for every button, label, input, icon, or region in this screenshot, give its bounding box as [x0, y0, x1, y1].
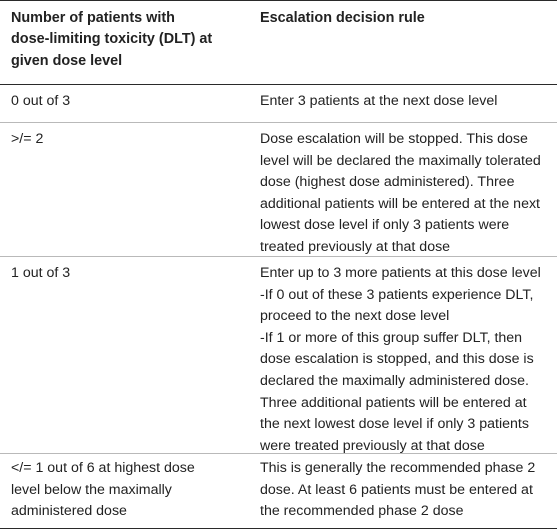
- row-4-count: </= 1 out of 6 at highest dose level below the maximally administered dose: [11, 460, 195, 520]
- row-1-rule: Enter 3 patients at the next dose level: [260, 93, 498, 109]
- table-top-border: [0, 0, 557, 1]
- row-divider: [0, 453, 557, 454]
- row-1-count: 0 out of 3: [11, 93, 71, 109]
- row-divider: [0, 122, 557, 123]
- row-3-rule: Enter up to 3 more patients at this dose level -If 0 out of these 3 patients experience DLT, proceed to the next dose level -If 1 or more of this group suffer DLT, then dose escalation is stopped, and this dose is declared the maximally administered dose. Three additional patients will be entered at the next lowest dose level if only 3 patients were treated previously at that dose: [260, 265, 541, 454]
- table-bottom-border: [0, 528, 557, 529]
- row-divider: [0, 256, 557, 257]
- row-2-rule: Dose escalation will be stopped. This dose level will be declared the maximally tolerated dose (highest dose administered). Three additional patients will be entered at the next lowest dose level if only 3 patients were treated previously at that dose: [260, 131, 541, 255]
- row-3-count: 1 out of 3: [11, 265, 71, 281]
- header-dlt-count: Number of patients with dose-limiting toxicity (DLT) at given dose level: [11, 10, 213, 69]
- row-2-count: >/= 2: [11, 131, 44, 147]
- header-bottom-border: [0, 84, 557, 85]
- row-4-rule: This is generally the recommended phase 2 dose. At least 6 patients must be entered at the recommended phase 2 dose: [260, 460, 536, 520]
- header-decision-rule: Escalation decision rule: [260, 10, 425, 26]
